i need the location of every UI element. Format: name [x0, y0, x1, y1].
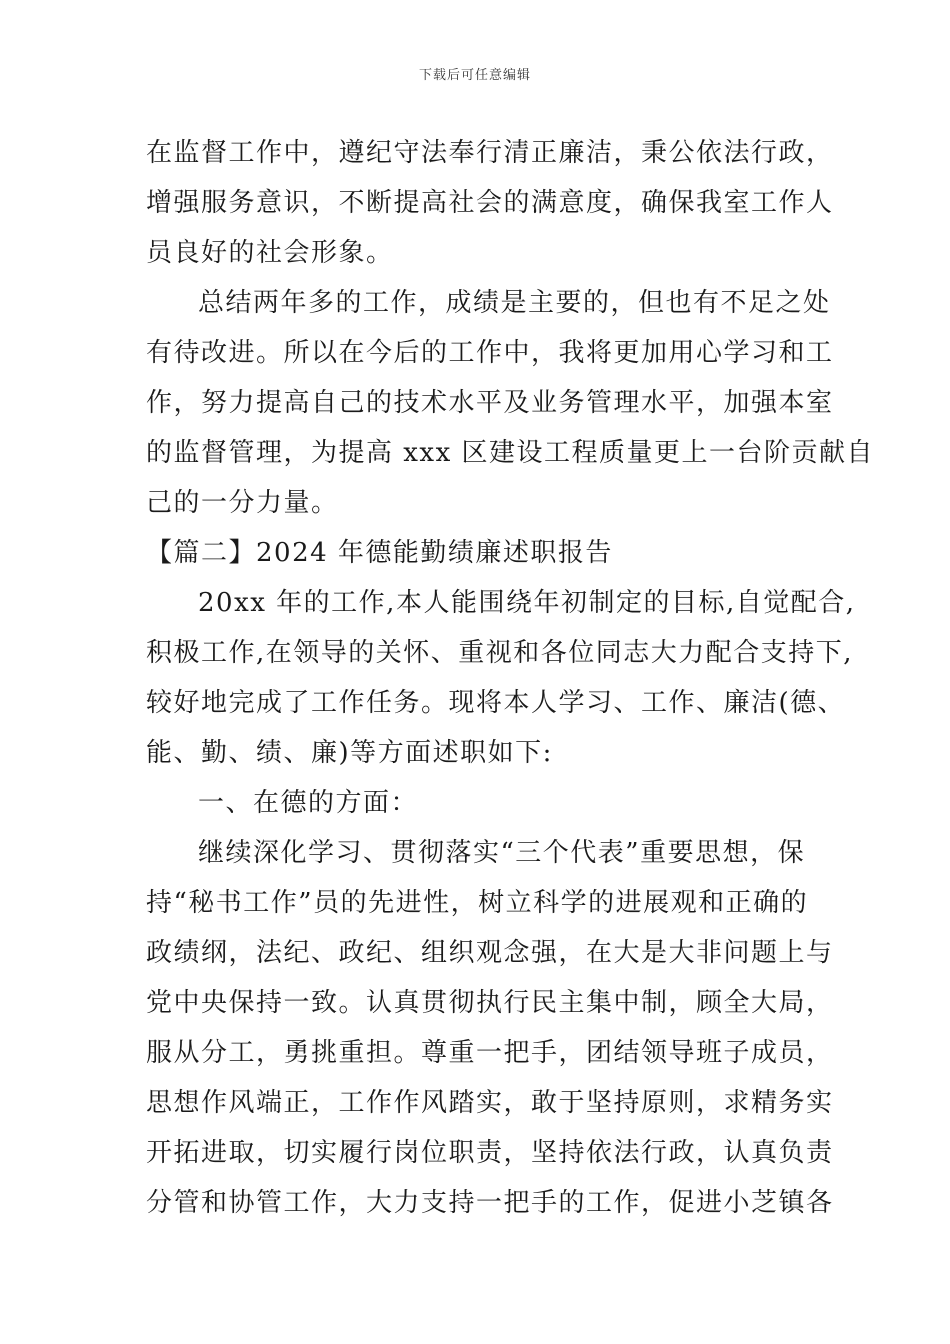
- document-body: [146, 128, 875, 1228]
- text-line: 增强服务意识，不断提高社会的满意度，确保我室工作人: [146, 188, 834, 218]
- paragraph-start-line: 继续深化学习、贯彻落实“三个代表”重要思想，保: [198, 838, 806, 868]
- text-line: 己的一分力量。: [146, 488, 339, 518]
- text-line: 作，努力提高自己的技术水平及业务管理水平，加强本室: [146, 388, 834, 418]
- text-line: 党中央保持一致。认真贯彻执行民主集中制，顾全大局，: [146, 988, 834, 1018]
- text-line: 能、勤、绩、廉)等方面述职如下:: [146, 738, 553, 768]
- text-line: 的监督管理，为提高 xxx 区建设工程质量更上一台阶贡献自: [146, 438, 875, 468]
- text-line: 有待改进。所以在今后的工作中，我将更加用心学习和工: [146, 338, 834, 368]
- text-line: 在监督工作中，遵纪守法奉行清正廉洁，秉公依法行政，: [146, 138, 834, 168]
- page-header-note: 下载后可任意编辑: [418, 68, 531, 83]
- text-line: 积极工作,在领导的关怀、重视和各位同志大力配合支持下,: [146, 638, 854, 668]
- paragraph-start-line: 20xx 年的工作,本人能围绕年初制定的目标,自觉配合,: [198, 588, 856, 618]
- text-line: 员良好的社会形象。: [146, 238, 394, 268]
- text-line: 思想作风端正，工作作风踏实，敢于坚持原则，求精务实: [146, 1088, 834, 1118]
- text-line: 持“秘书工作”员的先进性，树立科学的进展观和正确的: [146, 888, 809, 918]
- paragraph-start-line: 总结两年多的工作，成绩是主要的，但也有不足之处: [198, 288, 831, 318]
- section-heading: 【篇二】2024 年德能勤绩廉述职报告: [146, 538, 613, 568]
- text-line: 政绩纲，法纪、政纪、组织观念强，在大是大非问题上与: [146, 938, 834, 968]
- subsection-heading: 一、在德的方面：: [198, 788, 419, 818]
- text-line: 分管和协管工作，大力支持一把手的工作，促进小芝镇各: [146, 1188, 834, 1218]
- text-line: 开拓进取，切实履行岗位职责，坚持依法行政，认真负责: [146, 1138, 834, 1168]
- text-line: 较好地完成了工作任务。现将本人学习、工作、廉洁(德、: [146, 688, 846, 718]
- text-line: 服从分工，勇挑重担。尊重一把手，团结领导班子成员，: [146, 1038, 834, 1068]
